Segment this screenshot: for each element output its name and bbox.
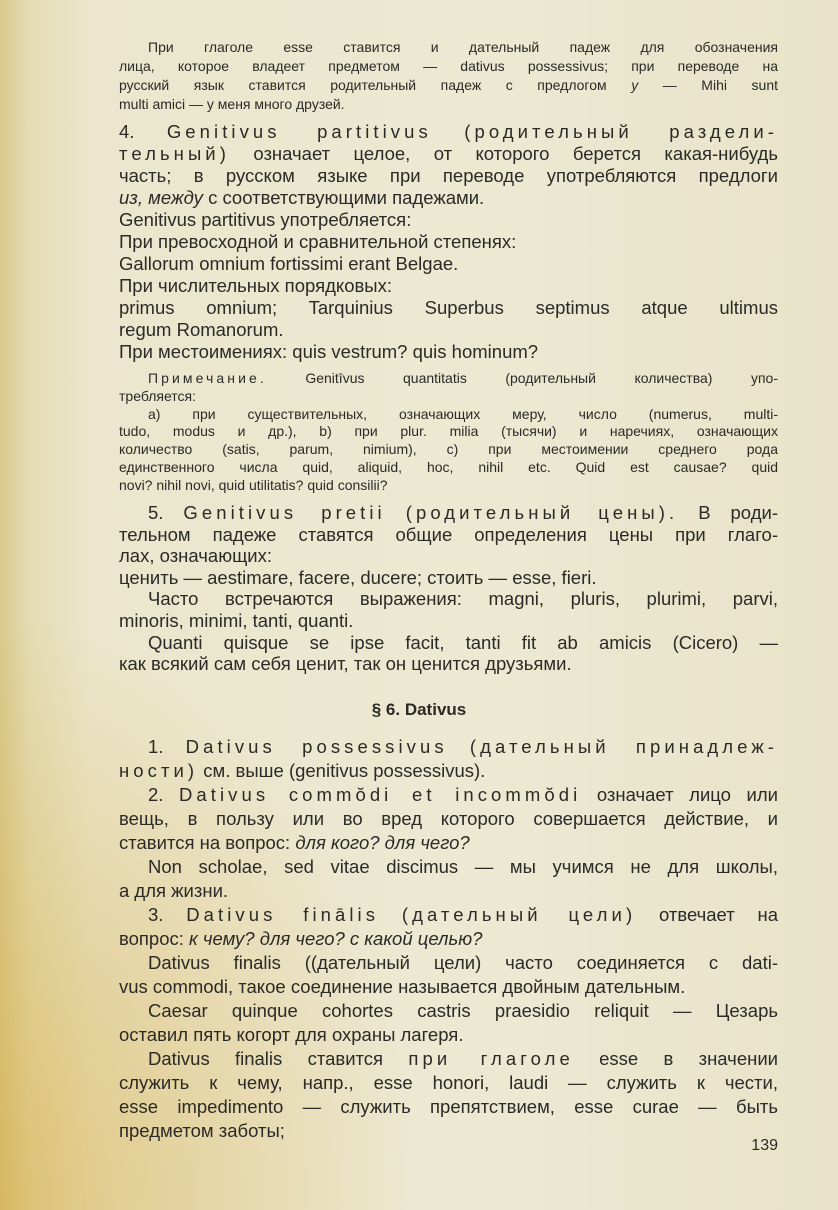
paragraph xyxy=(119,38,778,114)
paragraph xyxy=(119,341,778,363)
paragraph xyxy=(119,502,778,567)
text-run xyxy=(379,904,402,925)
paragraph xyxy=(119,588,778,631)
italic-text: из, между xyxy=(119,187,203,208)
paragraph xyxy=(119,951,778,999)
text-line xyxy=(119,38,778,57)
text-line xyxy=(119,441,778,459)
text-line xyxy=(119,231,778,253)
spaced-emphasis: Примечание. xyxy=(148,370,267,386)
text-run: а) при существительных, означающих меру, число (numerus, multi- xyxy=(148,405,778,422)
spaced-emphasis: Dativus commŏdi et incommŏdi xyxy=(179,784,582,805)
text-line xyxy=(119,1119,778,1143)
text-line xyxy=(119,783,778,807)
paragraph xyxy=(119,735,778,783)
spaced-emphasis: при глаголе xyxy=(408,1048,574,1069)
text-run: как всякий сам себя ценит, так он ценится друзьями. xyxy=(119,653,572,675)
text-line xyxy=(119,567,778,589)
text-line xyxy=(119,209,778,231)
text-line xyxy=(119,275,778,297)
italic-text: для кого? для чего? xyxy=(295,832,470,853)
paragraph xyxy=(119,275,778,297)
text-run: 4. xyxy=(119,121,167,142)
text-run: ценить — aestimare, facere, ducere; стоить — esse, fieri. xyxy=(119,566,597,588)
genitivus-pretii-section xyxy=(119,502,778,675)
text-run: Dativus finalis ставится xyxy=(148,1048,409,1069)
text-line xyxy=(119,879,778,903)
text-run: тельном падеже ставятся общие определения цены при глаго- xyxy=(119,523,778,545)
text-line xyxy=(119,423,778,441)
text-line xyxy=(119,297,778,319)
text-run: minoris, minimi, tanti, quanti. xyxy=(119,609,354,631)
text-run: esse impedimento — служить препятствием, esse curae — быть xyxy=(119,1096,778,1117)
text-line xyxy=(119,406,778,424)
text-line xyxy=(119,951,778,975)
text-run: esse в значении xyxy=(573,1048,778,1069)
text-line xyxy=(119,610,778,632)
text-run: — Mihi sunt xyxy=(638,77,778,93)
text-run: 3. xyxy=(148,904,187,925)
text-line xyxy=(119,632,778,654)
text-line xyxy=(119,95,778,114)
text-run: Quanti quisque se ipse facit, tanti fit ab amicis (Cicero) — xyxy=(148,631,778,653)
text-line xyxy=(119,524,778,546)
text-run: Gallorum omnium fortissimi erant Belgae. xyxy=(119,253,459,274)
intro-paragraph xyxy=(119,38,778,114)
spaced-emphasis: (родительный раздели- xyxy=(464,121,779,142)
text-line xyxy=(119,477,778,495)
text-line xyxy=(119,459,778,477)
italic-text: к чему? для чего? с какой целью? xyxy=(189,928,483,949)
spaced-emphasis: (дательный принадлеж- xyxy=(469,736,778,757)
text-run: служить к чему, напр., esse honori, laudi — служить к чести, xyxy=(119,1072,778,1093)
paragraph xyxy=(119,253,778,275)
text-run: часть; в русском языке при переводе употребляются предлоги xyxy=(119,165,778,186)
text-line xyxy=(119,759,778,783)
text-run: 2. xyxy=(148,784,179,805)
text-line xyxy=(119,831,778,855)
text-run: русский язык ставится родительный падеж с предлогом xyxy=(119,77,632,93)
text-line xyxy=(119,319,778,341)
text-line xyxy=(119,76,778,95)
text-run: Dativus finalis ((дательный цели) часто соединяется с dati- xyxy=(148,952,778,973)
text-run: multi amici — у меня много друзей. xyxy=(119,96,345,112)
text-run: Genitivus partitivus употребляется: xyxy=(119,209,412,230)
text-run: с соответствующими падежами. xyxy=(202,187,485,208)
text-run: primus omnium; Tarquinius Superbus septimus atque ultimus xyxy=(119,297,778,318)
text-line xyxy=(119,999,778,1023)
genitivus-partitivus-section xyxy=(119,121,778,363)
spaced-emphasis: (родительный цены). xyxy=(405,502,679,523)
text-run: означает лицо или xyxy=(581,784,778,805)
text-run xyxy=(386,502,406,523)
text-run: В роди- xyxy=(678,502,778,523)
spaced-emphasis: Genitivus pretii xyxy=(183,502,386,523)
spaced-emphasis: ности) xyxy=(119,760,199,781)
paragraph xyxy=(119,231,778,253)
text-run: При местоимениях: quis vestrum? quis hominum? xyxy=(119,341,539,362)
paragraph xyxy=(119,903,778,951)
text-run: означает целое, от которого берется какая-нибудь xyxy=(229,143,778,164)
text-line xyxy=(119,855,778,879)
paragraph xyxy=(119,855,778,903)
text-line xyxy=(119,121,778,143)
italic-text: у xyxy=(631,77,639,93)
text-run: единственного числа quid, aliquid, hoc, nihil etc. Quid est causae? quid xyxy=(119,458,778,475)
paragraph xyxy=(119,1047,778,1143)
text-line xyxy=(119,370,778,388)
text-run: отвечает на xyxy=(636,904,779,925)
text-line xyxy=(119,57,778,76)
text-line xyxy=(119,903,778,927)
page-number: 139 xyxy=(751,1137,778,1154)
text-run: 1. xyxy=(148,736,186,757)
spaced-emphasis: Dativus finālis xyxy=(186,904,380,925)
text-run: лица, которое владеет предметом — dativus possessivus; при переводе на xyxy=(119,58,778,74)
text-line xyxy=(119,927,778,951)
spaced-emphasis: Genitivus partitivus xyxy=(166,121,432,142)
text-line xyxy=(119,1071,778,1095)
spaced-emphasis: тельный) xyxy=(119,143,230,164)
text-run: требляется: xyxy=(119,387,197,404)
text-run: вопрос: xyxy=(119,928,190,949)
text-line xyxy=(119,143,778,165)
text-line xyxy=(119,1047,778,1071)
text-line xyxy=(119,807,778,831)
text-line xyxy=(119,253,778,275)
text-line xyxy=(119,735,778,759)
text-run: tudo, modus и др.), b) при plur. milia (тысячи) и наречиях, означающих xyxy=(119,423,778,440)
text-line xyxy=(119,187,778,209)
text-line xyxy=(119,1023,778,1047)
spaced-emphasis: Dativus possessivus xyxy=(185,736,448,757)
text-run: оставил пять когорт для охраны лагеря. xyxy=(119,1024,464,1045)
text-run: Genitīvus quantitatis (родительный количества) упо- xyxy=(266,370,778,386)
text-line xyxy=(119,588,778,610)
text-run: предметом заботы; xyxy=(119,1120,285,1141)
spaced-emphasis: (дательный цели) xyxy=(401,904,637,925)
text-run xyxy=(448,736,470,757)
text-run: При глаголе esse ставится и дательный падеж для обозначения xyxy=(148,39,778,55)
paragraph xyxy=(119,406,778,495)
paragraph xyxy=(119,370,778,406)
text-run: см. выше (genitivus possessivus). xyxy=(198,760,486,781)
text-line xyxy=(119,545,778,567)
paragraph xyxy=(119,567,778,589)
paragraph xyxy=(119,783,778,855)
text-line xyxy=(119,975,778,999)
text-run: regum Romanorum. xyxy=(119,319,284,340)
paragraph xyxy=(119,632,778,675)
text-run: ставится на вопрос: xyxy=(119,832,296,853)
text-line xyxy=(119,653,778,675)
text-run: vus commodi, такое соединение называется двойным дательным. xyxy=(119,976,686,997)
text-run: лах, означающих: xyxy=(119,545,273,567)
text-run: Caesar quinque cohortes castris praesidio reliquit — Цезарь xyxy=(148,1000,778,1021)
paragraph xyxy=(119,121,778,209)
text-line xyxy=(119,341,778,363)
paragraph xyxy=(119,209,778,231)
text-run: а для жизни. xyxy=(119,880,229,901)
paragraph xyxy=(119,999,778,1047)
text-run: novi? nihil novi, quid utilitatis? quid consilii? xyxy=(119,476,388,493)
text-line xyxy=(119,1095,778,1119)
dativus-section xyxy=(119,735,778,1143)
text-run: 5. xyxy=(148,502,184,523)
text-line xyxy=(119,502,778,524)
text-run: Часто встречаются выражения: magni, pluris, plurimi, parvi, xyxy=(148,588,778,610)
text-line xyxy=(119,388,778,406)
text-run: При превосходной и сравнительной степенях: xyxy=(119,231,517,252)
text-run: При числительных порядковых: xyxy=(119,275,392,296)
text-run: вещь, в пользу или во вред которого совершается действие, и xyxy=(119,808,778,829)
text-line xyxy=(119,165,778,187)
section-heading: § 6. Dativus xyxy=(371,700,467,719)
text-run: количество (satis, parum, nimium), c) при местоимении среднего рода xyxy=(119,441,778,458)
note-genitivus-quantitatis xyxy=(119,370,778,495)
text-run: Non scholae, sed vitae discimus — мы учимся не для школы, xyxy=(148,856,778,877)
text-run xyxy=(432,121,464,142)
paragraph xyxy=(119,297,778,341)
